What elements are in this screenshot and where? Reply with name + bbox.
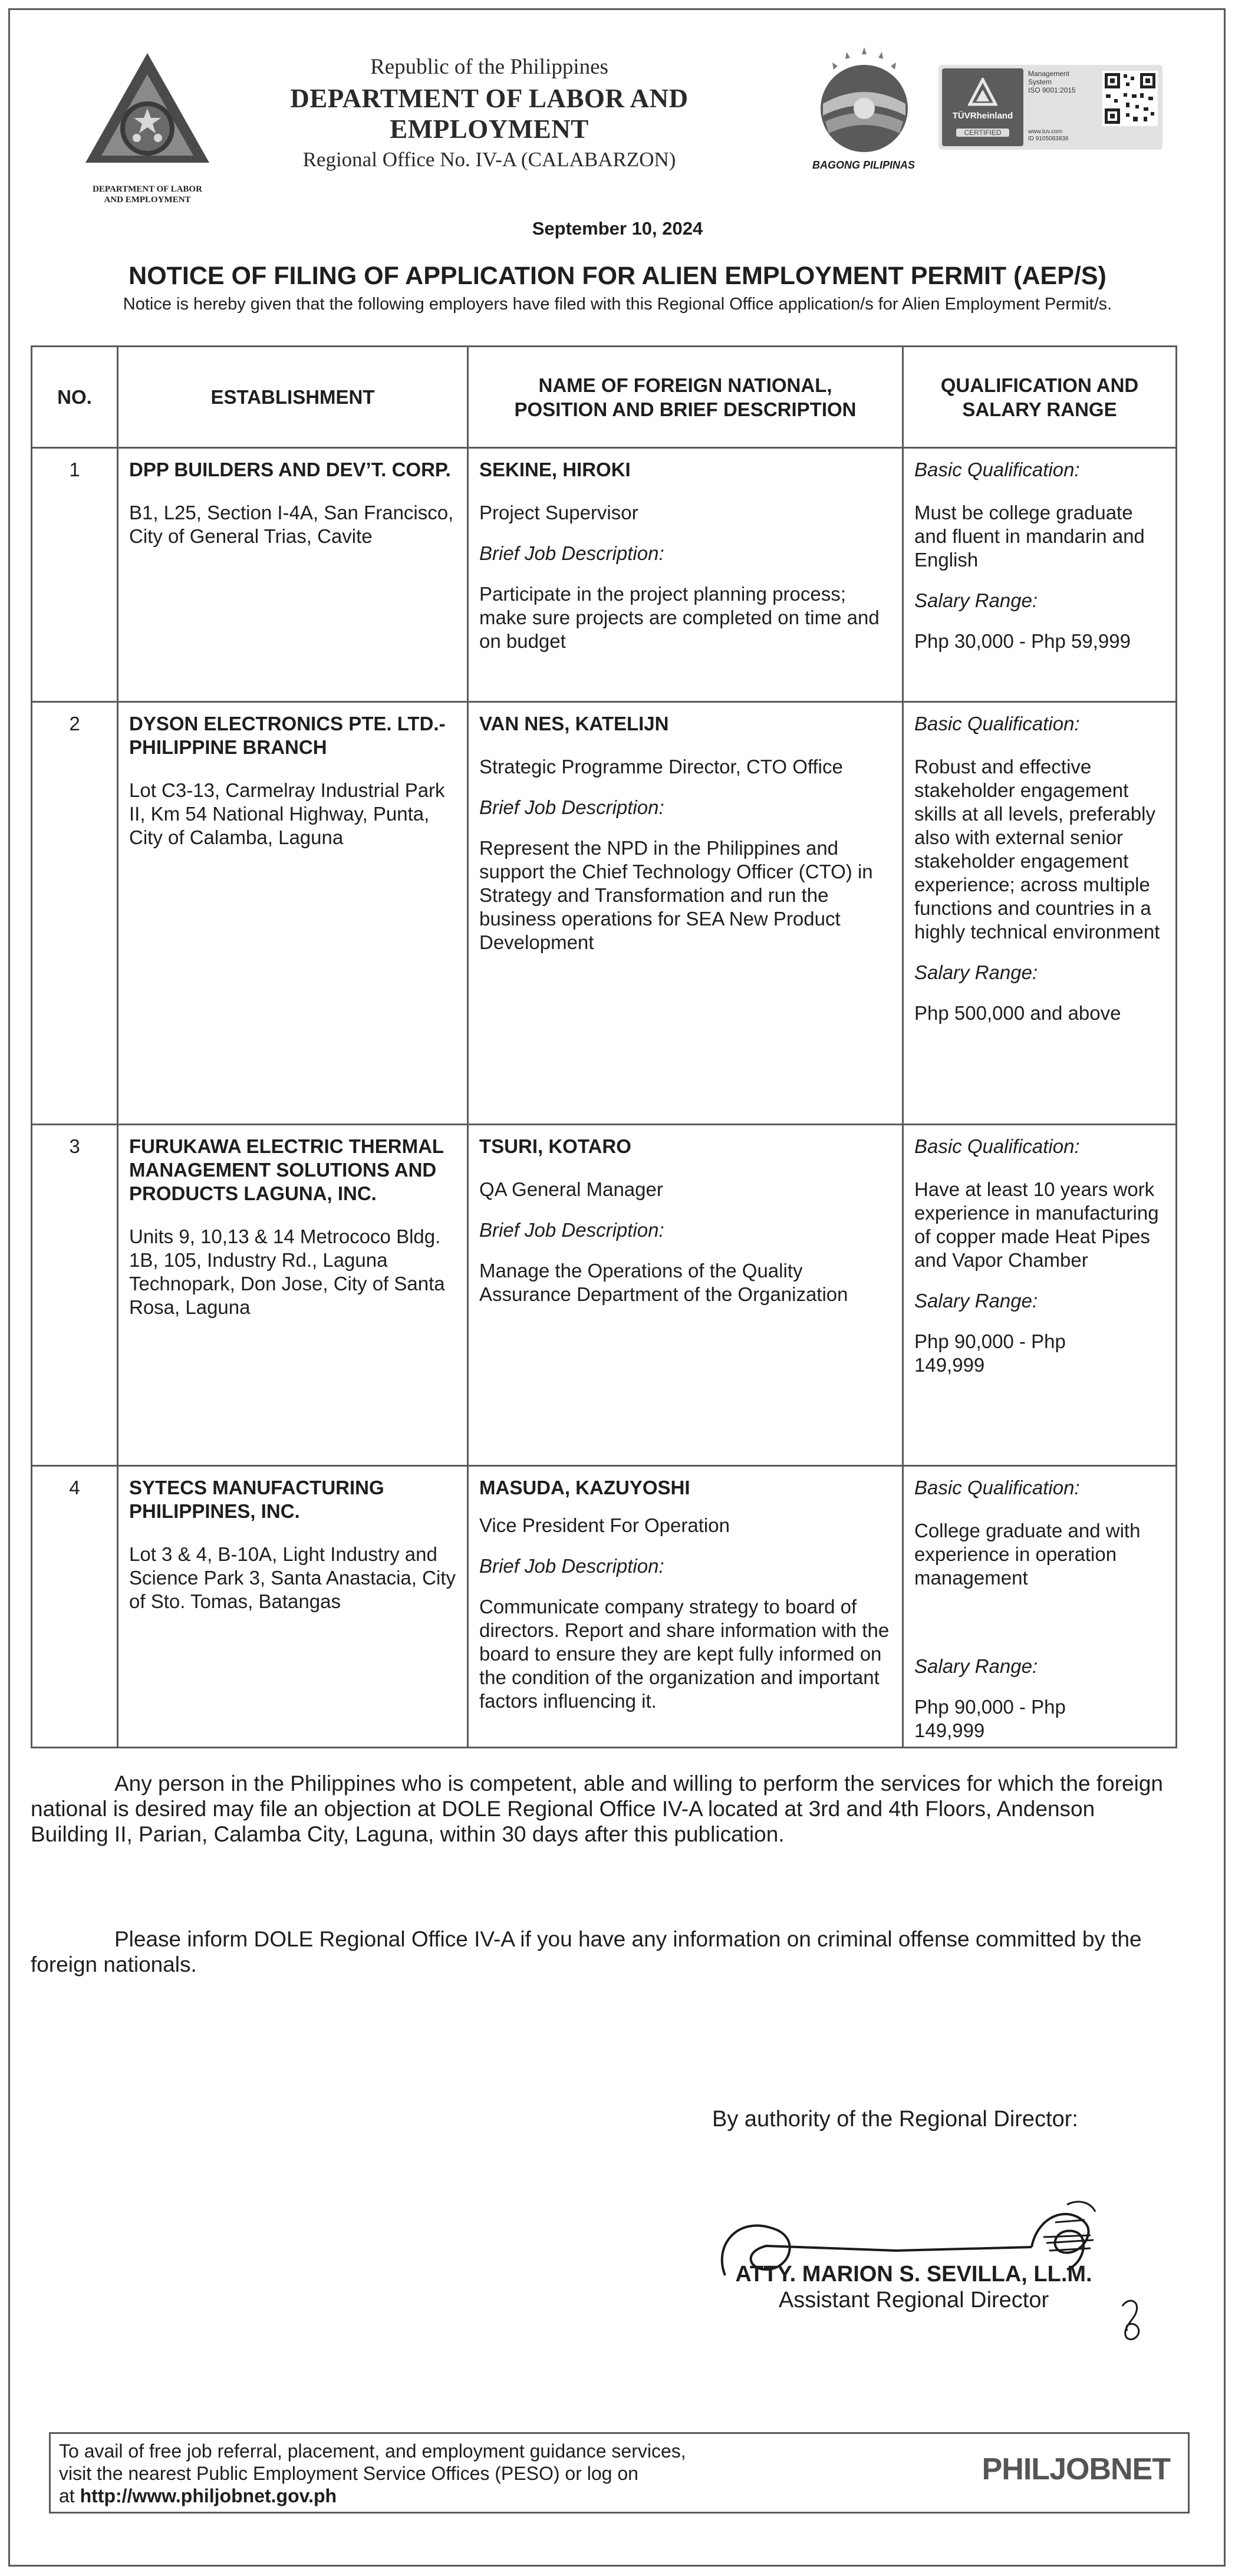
footer-line-1: To avail of free job referral, placement, and employment guidance services, [59, 2440, 686, 2462]
footer-text [59, 2440, 686, 2507]
tuv-triangle-icon [968, 78, 997, 107]
logo-caption-line-2: AND EMPLOYMENT [104, 195, 191, 205]
regional-office: Regional Office No. IV-A (CALABARZON) [302, 148, 676, 171]
salary-range: Php 90,000 - Php 149,999 [914, 1696, 1066, 1741]
foreign-national-name: MASUDA, KAZUYOSHI [479, 1477, 690, 1498]
tuv-name: TÜVRheinland [952, 111, 1013, 121]
company-name: DPP BUILDERS AND DEV’T. CORP. [129, 459, 451, 480]
qualification-text: Have at least 10 years work experience in manufacturing of copper made Heat Pipes and Vapor Chamber [914, 1178, 1159, 1271]
republic-line: Republic of the Philippines [370, 55, 608, 79]
foreign-national-name: TSURI, KOTARO [479, 1135, 631, 1157]
position: QA General Manager [479, 1178, 663, 1200]
establishment-cell [118, 1466, 468, 1748]
establishment-cell [118, 1125, 468, 1466]
basic-qualification-label: Basic Qualification: [914, 459, 1080, 480]
dole-logo-icon [83, 51, 212, 180]
bagong-pilipinas-logo-icon [811, 45, 917, 157]
job-description: Represent the NPD in the Philippines and support the Chief Technology Officer (CTO) in Strategy and Transformation and run the business operations for SEA New Product Development [479, 837, 873, 953]
initials-icon [1114, 2293, 1150, 2346]
tuv-mark [942, 68, 1023, 146]
signatory-title: Assistant Regional Director [778, 2288, 1049, 2313]
qualification-cell [903, 1125, 1177, 1466]
company-name: FURUKAWA ELECTRIC THERMAL MANAGEMENT SOLUTIONS AND PRODUCTS LAGUNA, INC. [129, 1135, 444, 1204]
basic-qualification-label: Basic Qualification: [914, 1135, 1080, 1157]
header-foreign-national [468, 347, 903, 448]
foreign-national-name: VAN NES, KATELIJN [479, 713, 669, 734]
aep-table [31, 345, 1177, 1748]
objection-paragraph: Any person in the Philippines who is competent, able and willing to perform the services for which the foreign national is desired may file an objection at DOLE Regional Office IV-A located at 3rd and 4th Floors, Andenson Building II, Parian, Calamba City, Laguna, within 30 days after this publication. [31, 1771, 1163, 1846]
header-establishment: ESTABLISHMENT [118, 347, 468, 448]
letterhead [195, 54, 784, 172]
cert-details [1028, 70, 1076, 94]
table-header-row [32, 347, 1177, 448]
qualification-text: College graduate and with experience in operation management [914, 1520, 1141, 1589]
philjobnet-link[interactable]: http://www.philjobnet.gov.ph [80, 2485, 337, 2506]
header-no: NO. [32, 347, 118, 448]
salary-range-label: Salary Range: [914, 1655, 1038, 1677]
position: Strategic Programme Director, CTO Office [479, 756, 843, 778]
logo-caption [70, 184, 225, 205]
position: Vice President For Operation [479, 1514, 730, 1536]
foreign-national-cell [468, 1466, 903, 1748]
bagong-pilipinas-label: BAGONG PILIPINAS [812, 159, 915, 171]
philjobnet-logo: PHILJOBNET [982, 2452, 1170, 2486]
position: Project Supervisor [479, 502, 638, 523]
row-number: 1 [32, 448, 118, 702]
cert-web [1028, 129, 1068, 143]
qualification-text: Must be college graduate and fluent in mandarin and English [914, 502, 1145, 571]
company-address: Lot C3-13, Carmelray Industrial Park II, Km 54 National Highway, Punta, City of Calamba, Laguna [129, 779, 445, 848]
establishment-cell [118, 448, 468, 702]
foreign-national-cell [468, 1125, 903, 1466]
cert-system: System [1028, 78, 1052, 86]
qr-code-icon [1102, 71, 1158, 126]
authority-line: By authority of the Regional Director: [712, 2107, 1078, 2132]
footer-box [49, 2432, 1190, 2514]
foreign-national-cell [468, 702, 903, 1125]
salary-range-label: Salary Range: [914, 1290, 1038, 1312]
cert-management: Management [1028, 70, 1070, 78]
brief-job-label: Brief Job Description: [479, 542, 664, 564]
cert-id: ID 9105083836 [1028, 136, 1069, 142]
qualification-cell [903, 702, 1177, 1125]
brief-job-label: Brief Job Description: [479, 1555, 664, 1577]
logo-caption-line-1: DEPARTMENT OF LABOR [93, 185, 202, 194]
footer-line-2: visit the nearest Public Employment Service Offices (PESO) or log on [59, 2463, 638, 2484]
company-address: B1, L25, Section I-4A, San Francisco, City of General Trias, Cavite [129, 502, 454, 547]
salary-range-label: Salary Range: [914, 589, 1038, 611]
notice-title: NOTICE OF FILING OF APPLICATION FOR ALIEN EMPLOYMENT PERMIT (AEP/S) [129, 262, 1106, 290]
signatory-name: ATTY. MARION S. SEVILLA, LL.M. [735, 2262, 1092, 2287]
signature-block [648, 2261, 1179, 2313]
qualification-cell [903, 448, 1177, 702]
salary-range-label: Salary Range: [914, 961, 1038, 983]
foreign-national-cell [468, 448, 903, 702]
company-address: Lot 3 & 4, B-10A, Light Industry and Science Park 3, Santa Anastacia, City of Sto. Tomas, Batangas [129, 1543, 456, 1612]
header-foreign-national-line-2: POSITION AND BRIEF DESCRIPTION [514, 398, 857, 420]
footer-at: at [59, 2485, 80, 2506]
table-row [32, 1466, 1177, 1748]
company-name: SYTECS MANUFACTURING PHILIPPINES, INC. [129, 1477, 384, 1522]
qualification-cell [903, 1466, 1177, 1748]
table-row [32, 448, 1177, 702]
company-address: Units 9, 10,13 & 14 Metrococo Bldg. 1B, 105, Industry Rd., Laguna Technopark, Don Jose, City of Santa Rosa, Laguna [129, 1226, 445, 1318]
department-name: DEPARTMENT OF LABOR AND EMPLOYMENT [290, 84, 689, 144]
certified-label: CERTIFIED [956, 129, 1009, 137]
salary-range: Php 90,000 - Php 149,999 [914, 1330, 1066, 1376]
basic-qualification-label: Basic Qualification: [914, 713, 1080, 734]
row-number: 2 [32, 702, 118, 1125]
notice-subtitle: Notice is hereby given that the following employers have filed with this Regional Office application/s for Alien Employment Permit/s. [123, 295, 1112, 314]
table-row [32, 702, 1177, 1125]
salary-range: Php 500,000 and above [914, 1002, 1121, 1024]
brief-job-label: Brief Job Description: [479, 1219, 664, 1241]
criminal-offense-paragraph: Please inform DOLE Regional Office IV-A if you have any information on criminal offense committed by the foreign nationals. [31, 1927, 1142, 1977]
job-description: Participate in the project planning process; make sure projects are completed on time and on budget [479, 583, 880, 652]
row-number: 3 [32, 1125, 118, 1466]
certification-badge [938, 65, 1162, 150]
header-qualification-line-2: SALARY RANGE [962, 398, 1117, 420]
header-qualification-line-1: QUALIFICATION AND [940, 374, 1139, 396]
cert-www: www.tuv.com [1028, 129, 1063, 135]
cert-iso: ISO 9001:2015 [1028, 86, 1076, 94]
footer-line-3 [59, 2485, 686, 2507]
job-description: Communicate company strategy to board of directors. Report and share information with the board to ensure they are kept fully informed on the condition of the organization and important factors influencing it. [479, 1596, 890, 1712]
row-number: 4 [32, 1466, 118, 1748]
job-description: Manage the Operations of the Quality Assurance Department of the Organization [479, 1260, 848, 1305]
establishment-cell [118, 702, 468, 1125]
table-row [32, 1125, 1177, 1466]
header-qualification [903, 347, 1177, 448]
qualification-text: Robust and effective stakeholder engagement skills at all levels, preferably also with external senior stakeholder engagement experience; across multiple functions and countries in a highly technical environment [914, 756, 1160, 943]
basic-qualification-label: Basic Qualification: [914, 1477, 1080, 1498]
notice-date: September 10, 2024 [532, 218, 703, 239]
company-name: DYSON ELECTRONICS PTE. LTD.-PHILIPPINE BRANCH [129, 713, 446, 758]
foreign-national-name: SEKINE, HIROKI [479, 459, 631, 480]
salary-range: Php 30,000 - Php 59,999 [914, 630, 1131, 652]
brief-job-label: Brief Job Description: [479, 796, 664, 818]
header-foreign-national-line-1: NAME OF FOREIGN NATIONAL, [538, 374, 832, 396]
